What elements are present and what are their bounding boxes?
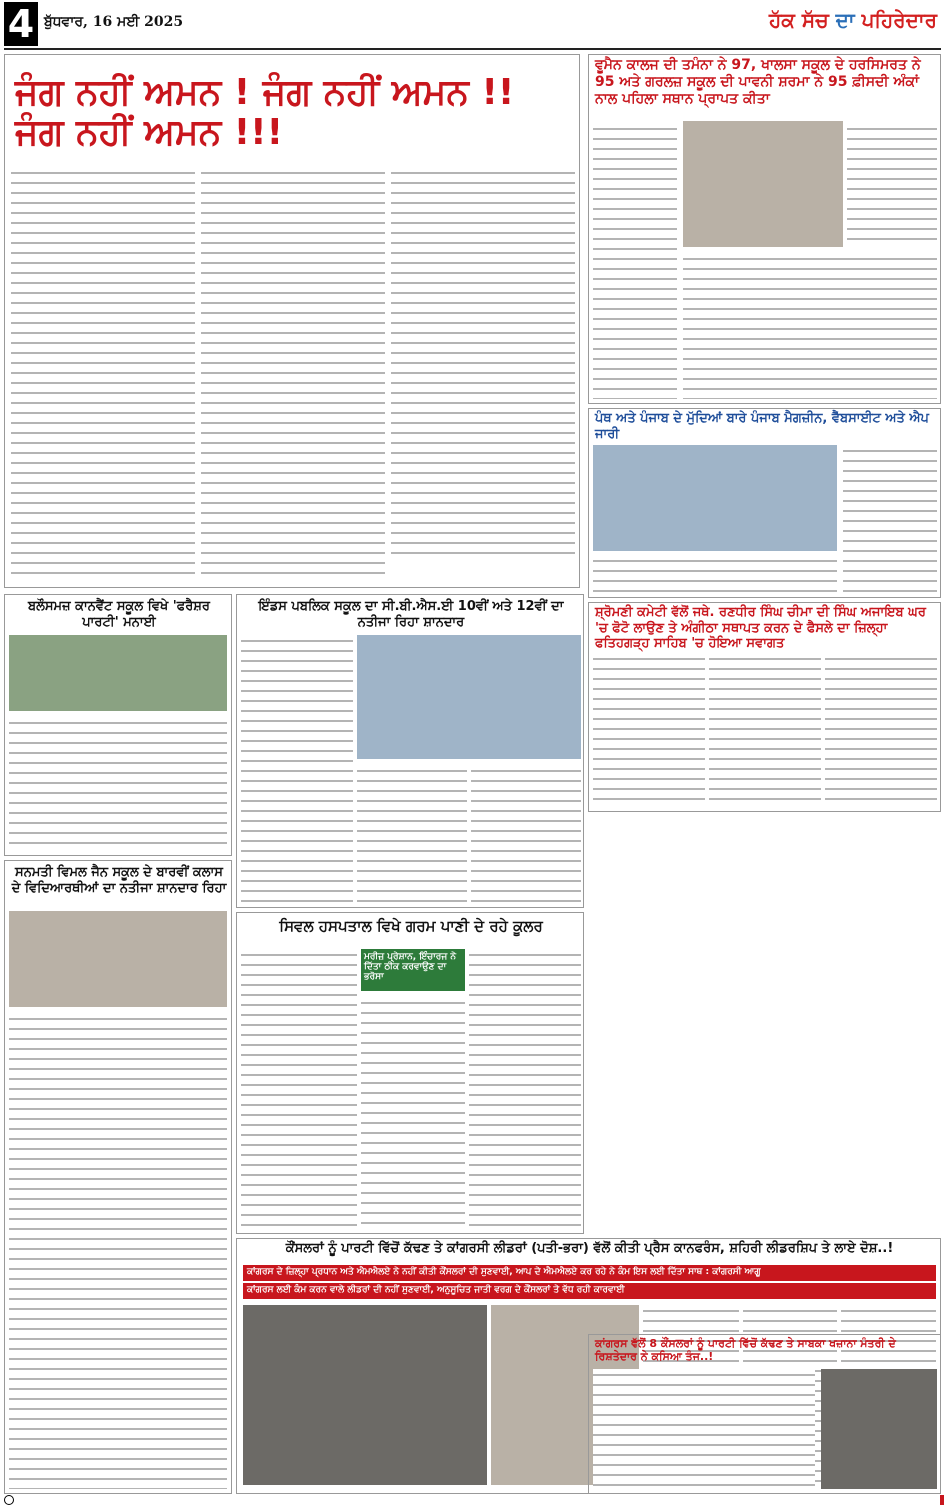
results-body-lower <box>683 253 937 399</box>
congress-headline: ਕੌਂਸਲਰਾਂ ਨੂੰ ਪਾਰਟੀ ਵਿੱਚੋਂ ਕੱਢਣ ਤੇ ਕਾਂਗਰਸੀ ਲੀਡਰਾਂ (ਪਤੀ-ਭਰਾ) ਵੱਲੋਂ ਕੀਤੀ ਪ੍ਰੈਸ ਕਾਨਫਰੰਸ, ਸ਼ਹਿਰੀ ਲੀਡਰਸ਼ਿਪ ਤੇ ਲਾਏ ਦੋਸ਼..! <box>285 1241 894 1256</box>
indus-col-3 <box>471 765 581 903</box>
panth-photo <box>593 445 837 551</box>
blossoms-photo <box>9 635 227 711</box>
blossoms-headline: ਬਲੌਸਮਜ਼ ਕਾਨਵੈਂਟ ਸਕੂਲ ਵਿਖੇ 'ਫਰੈਸ਼ਰ ਪਾਰਟੀ' ਮਨਾਈ <box>28 599 210 630</box>
lead-col-2 <box>201 167 385 581</box>
lead-col-1 <box>11 167 195 581</box>
registration-mark <box>4 1495 14 1505</box>
masthead-part-c: ਪਹਿਰੇਦਾਰ <box>861 8 937 32</box>
congress-photo-1 <box>243 1305 487 1485</box>
lead-headline: ਜੰਗ ਨਹੀਂ ਅਮਨ ! ਜੰਗ ਨਹੀਂ ਅਮਨ !! ਜੰਗ ਨਹੀਂ ਅਮਨ !!! <box>15 72 515 153</box>
blossoms-article <box>4 594 232 856</box>
color-swatch <box>940 1495 944 1505</box>
results-article <box>588 54 941 404</box>
header-rule <box>4 48 941 50</box>
masthead-part-a: ਹੱਕ ਸੱਚ <box>769 8 829 32</box>
panth-body <box>593 555 837 595</box>
sgpc-col-3 <box>825 653 937 807</box>
civil-col-2 <box>361 997 465 1229</box>
sanmati-body <box>9 1013 227 1489</box>
indus-article <box>236 594 584 908</box>
side-portrait <box>821 1369 937 1489</box>
indus-photo <box>357 635 581 759</box>
lead-col-3 <box>391 167 575 557</box>
civil-headline: ਸਿਵਲ ਹਸਪਤਾਲ ਵਿਖੇ ਗਰਮ ਪਾਣੀ ਦੇ ਰਹੇ ਕੂਲਰ <box>279 917 543 935</box>
results-headline: ਵੂਮੈਨ ਕਾਲਜ ਦੀ ਤਮੰਨਾ ਨੇ 97, ਖਾਲਸਾ ਸਕੂਲ ਦੇ ਹਰਸਿਮਰਤ ਨੇ 95 ਅਤੇ ਗਰਲਜ਼ ਸਕੂਲ ਦੀ ਪਾਵਨੀ ਸ਼ਰਮਾ ਨੇ 95 ਫ਼ੀਸਦੀ ਅੰਕਾਂ ਨਾਲ ਪਹਿਲਾ ਸਥਾਨ ਪ੍ਰਾਪਤ ਕੀਤਾ <box>595 57 921 107</box>
side-article <box>588 1334 941 1494</box>
lead-article <box>4 54 580 588</box>
results-col-3 <box>847 123 937 247</box>
congress-band-1: ਕਾਂਗਰਸ ਦੇ ਜ਼ਿਲ੍ਹਾ ਪ੍ਰਧਾਨ ਅਤੇ ਐਮਐਲਏ ਨੇ ਨਹੀਂ ਕੀਤੀ ਕੌਂਸਲਰਾਂ ਦੀ ਸੁਣਵਾਈ, ਆਪ ਦੇ ਐਮਐਲਏ ਕਰ ਰਹੇ ਨੇ ਕੰਮ ਇਸ ਲਈ ਦਿੱਤਾ ਸਾਥ : ਕਾਂਗਰਸੀ ਆਗੂ <box>243 1265 936 1281</box>
sgpc-col-1 <box>593 653 705 807</box>
blossoms-body <box>9 717 227 851</box>
sgpc-article <box>588 602 941 812</box>
masthead <box>769 8 937 32</box>
sanmati-photo <box>9 911 227 1007</box>
indus-col-2 <box>357 765 467 903</box>
issue-date: ਬੁੱਧਵਾਰ, 16 ਮਈ 2025 <box>44 14 184 30</box>
congress-band-2: ਕਾਂਗਰਸ ਲਈ ਕੰਮ ਕਰਨ ਵਾਲੇ ਲੀਡਰਾਂ ਦੀ ਨਹੀਂ ਸੁਣਵਾਈ, ਅਨੁਸੂਚਿਤ ਜਾਤੀ ਵਰਗ ਦੇ ਕੌਂਸਲਰਾਂ ਤੇ ਵੱਧ ਰਹੀ ਕਾਰਵਾਈ <box>243 1283 936 1299</box>
masthead-part-b: ਦਾ <box>835 8 855 32</box>
indus-col-1 <box>241 635 353 903</box>
panth-article <box>588 408 941 598</box>
sgpc-col-2 <box>709 653 821 807</box>
sanmati-article <box>4 860 232 1494</box>
civil-article <box>236 912 584 1234</box>
civil-col-1 <box>241 949 357 1229</box>
side-body <box>593 1369 815 1489</box>
sanmati-headline: ਸਨਮਤੀ ਵਿਮਲ ਜੈਨ ਸਕੂਲ ਦੇ ਬਾਰਵੀਂ ਕਲਾਸ ਦੇ ਵਿਦਿਆਰਥੀਆਂ ਦਾ ਨਤੀਜਾ ਸ਼ਾਨਦਾਰ ਰਿਹਾ <box>11 865 227 896</box>
side-headline: ਕਾਂਗਰਸ ਵੱਲੋਂ 8 ਕੌਂਸਲਰਾਂ ਨੂੰ ਪਾਰਟੀ ਵਿੱਚੋਂ ਕੱਢਣ ਤੇ ਸਾਬਕਾ ਖਜ਼ਾਨਾ ਮੰਤਰੀ ਦੇ ਰਿਸ਼ਤੇਦਾਰ ਨੇ ਕਸਿਆ ਤੰਜ..! <box>595 1337 896 1364</box>
civil-col-3 <box>469 949 581 1229</box>
panth-col-right <box>843 445 937 595</box>
page-number: 4 <box>4 2 38 46</box>
results-photo <box>683 121 843 247</box>
results-col-1 <box>593 123 677 399</box>
panth-headline: ਪੰਥ ਅਤੇ ਪੰਜਾਬ ਦੇ ਮੁੱਦਿਆਂ ਬਾਰੇ ਪੰਜਾਬ ਮੈਗਜ਼ੀਨ, ਵੈੱਬਸਾਈਟ ਅਤੇ ਐਪ ਜਾਰੀ <box>595 411 929 442</box>
civil-subheadline: ਮਰੀਜ਼ ਪ੍ਰੇਸ਼ਾਨ, ਇੰਚਾਰਜ ਨੇ ਦਿੱਤਾ ਠੀਕ ਕਰਵਾਉਣ ਦਾ ਭਰੋਸਾ <box>361 949 465 991</box>
indus-headline: ਇੰਡਸ ਪਬਲਿਕ ਸਕੂਲ ਦਾ ਸੀ.ਬੀ.ਐਸ.ਈ 10ਵੀਂ ਅਤੇ 12ਵੀਂ ਦਾ ਨਤੀਜਾ ਰਿਹਾ ਸ਼ਾਨਦਾਰ <box>258 599 564 630</box>
sgpc-headline: ਸ਼੍ਰੋਮਣੀ ਕਮੇਟੀ ਵੱਲੋਂ ਜਥੇ. ਰਣਧੀਰ ਸਿੰਘ ਚੀਮਾ ਦੀ ਸਿੰਘ ਅਜਾਇਬ ਘਰ 'ਚ ਫੋਟੋ ਲਾਉਣ ਤੇ ਅੰਗੀਠਾ ਸਥਾਪਤ ਕਰਨ ਦੇ ਫੈਸਲੇ ਦਾ ਜ਼ਿਲ੍ਹਾ ਫਤਿਹਗੜ੍ਹ ਸਾਹਿਬ 'ਚ ਹੋਇਆ ਸਵਾਗਤ <box>595 605 926 652</box>
